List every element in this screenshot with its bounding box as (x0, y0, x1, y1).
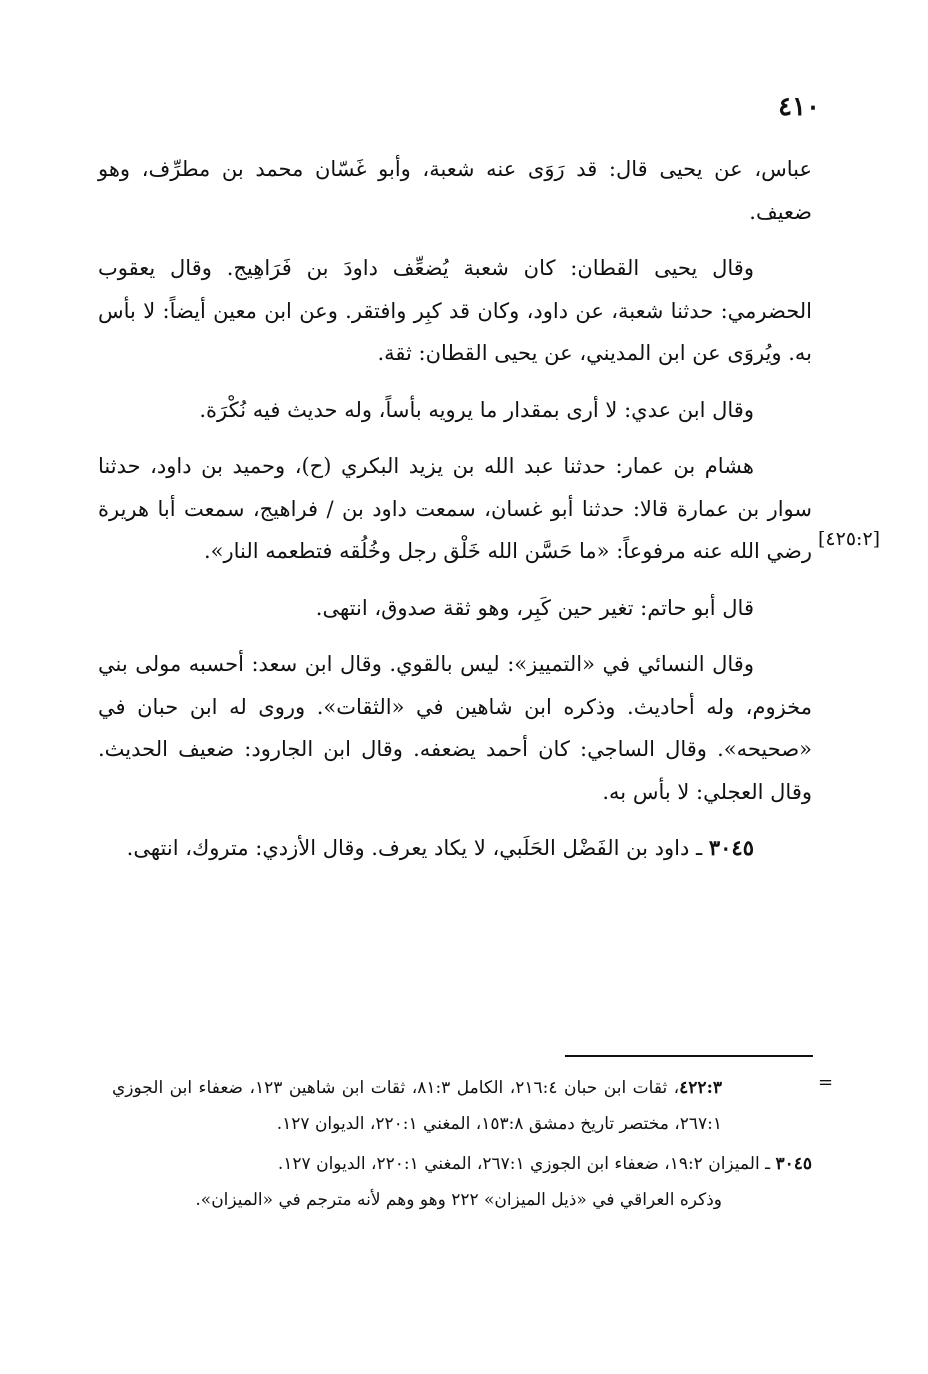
paragraph-hadith: هشام بن عمار: حدثنا عبد الله بن يزيد البكري (ح)، وحميد بن داود، حدثنا سوار بن عمارة قالا: حدثنا أبو غسان، سمعت داود بن / فراهيج، سمعت أبا هريرة رضي الله عنه مرفوعاً: «ما حَسَّن الله خَلْق رجل وخُلُقه فتطعمه النار». (98, 454, 812, 563)
footnote-divider (565, 1055, 813, 1057)
footnotes (112, 1070, 812, 1222)
entry-number: ٣٠٤٥ (708, 835, 754, 860)
footnote-number: ٣٠٤٥ (775, 1154, 812, 1174)
paragraph-abu-hatim: قال أبو حاتم: تغير حين كَبِر، وهو ثقة صدوق، انتهى. (315, 595, 754, 620)
paragraph-ibn-adi: وقال ابن عدي: لا أرى بمقدار ما يرويه بأساً، وله حديث فيه نُكْرَة. (199, 397, 754, 422)
footnote-item (112, 1146, 812, 1218)
footnote-number: ٤٢٢:٣ (679, 1078, 722, 1098)
footnote-text: ، ثقات ابن حبان ٢١٦:٤، الكامل ٨١:٣، ثقات ابن شاهين ١٢٣، ضعفاء ابن الجوزي ٢٦٧:١، مختصر تاريخ دمشق ١٥٣:٨، المغني ٢٢٠:١، الديوان ١٢٧. (112, 1078, 722, 1134)
entry-text: ـ داود بن الفَضْل الحَلَبي، لا يكاد يعرف. وقال الأزدي: متروك، انتهى. (126, 836, 703, 860)
footnote-text-continued: وذكره العراقي في «ذيل الميزان» ٢٢٢ وهو وهم لأنه مترجم في «الميزان». (195, 1190, 722, 1210)
page-number: ٤١٠ (778, 92, 820, 122)
footnote-item (112, 1070, 812, 1142)
paragraph-continuation: عباس، عن يحيى قال: قد رَوَى عنه شعبة، وأبو غَسّان محمد بن مطرِّف، وهو ضعيف. (98, 157, 812, 224)
footnote-continuation-mark: = (818, 1072, 834, 1093)
margin-volume-page-marker: [٤٢٥:٢] (818, 528, 881, 550)
main-text (98, 148, 812, 884)
entry-3045 (98, 827, 812, 870)
paragraph-nasai: وقال النسائي في «التمييز»: ليس بالقوي. وقال ابن سعد: أحسبه مولى بني مخزوم، وله أحاديث. وذكره ابن شاهين في «الثقات». وروى له ابن حبان في «صحيحه». وقال الساجي: كان أحمد يضعفه. وقال ابن الجارود: ضعيف الحديث. وقال العجلي: لا بأس به. (98, 652, 812, 804)
footnote-text: ـ الميزان ١٩:٢، ضعفاء ابن الجوزي ٢٦٧:١، المغني ٢٢٠:١، الديوان ١٢٧. (277, 1154, 771, 1174)
paragraph-qattan: وقال يحيى القطان: كان شعبة يُضعِّف داودَ بن فَرَاهِيج. وقال يعقوب الحضرمي: حدثنا شعبة، عن داود، وكان قد كبِر وافتقر. وعن ابن معين أيضاً: لا بأس به. ويُروَى عن ابن المديني، عن يحيى القطان: ثقة. (98, 256, 812, 365)
